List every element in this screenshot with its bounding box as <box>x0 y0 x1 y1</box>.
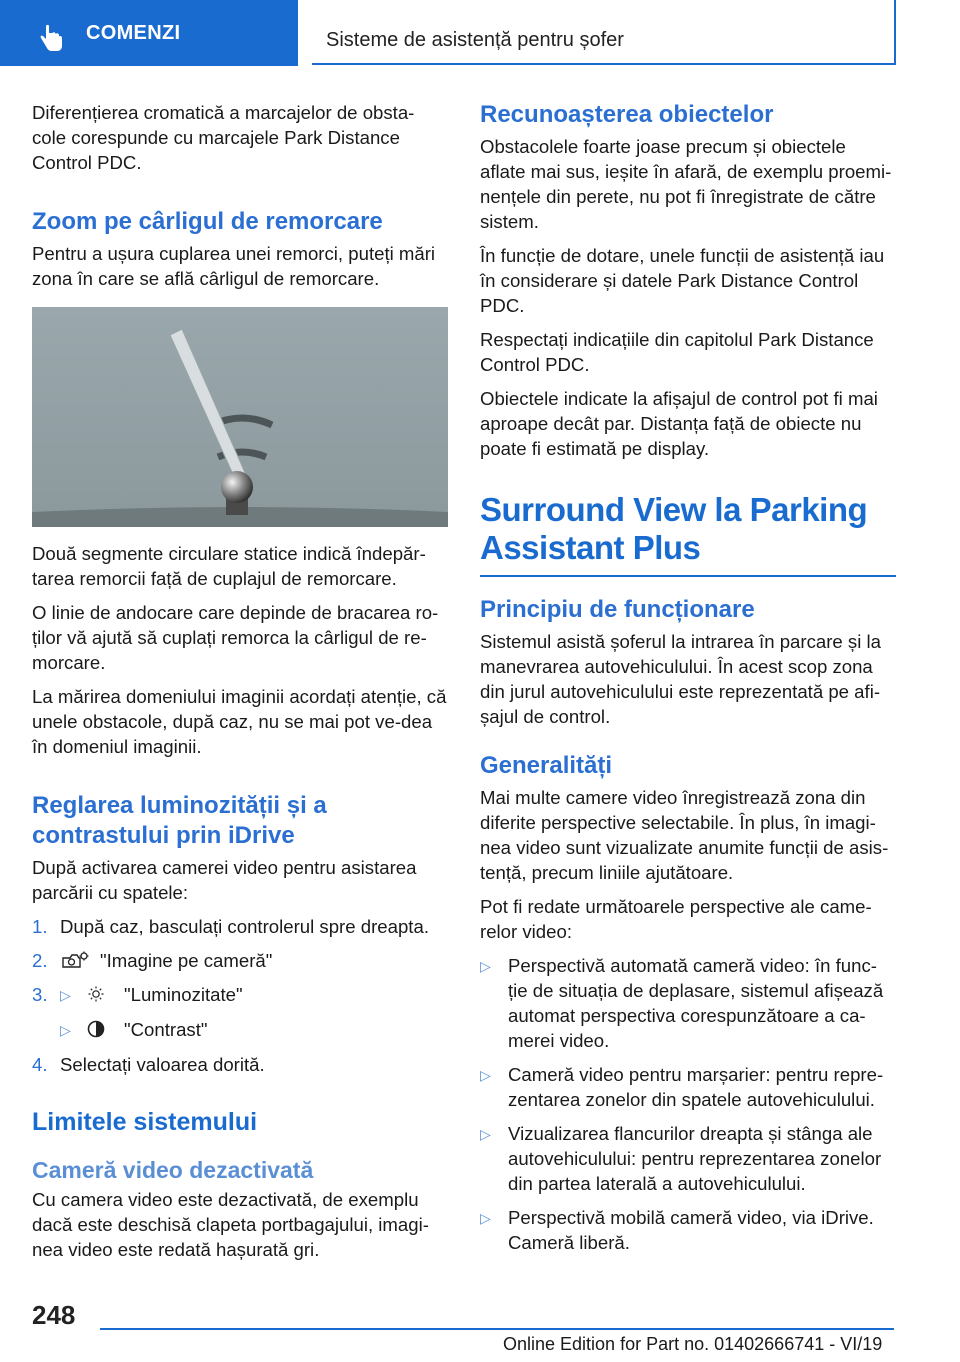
step-4 <box>32 1052 448 1077</box>
chapter-title-tab <box>312 0 896 65</box>
page-number: 248 <box>32 1300 76 1330</box>
limits-heading: Limitele sistemului <box>32 1108 258 1136</box>
step-number: 4. <box>32 1054 48 1075</box>
principle-paragraph: Sistemul asistă șoferul la intrarea în parcare și la manevrarea autovehiculului. În acest scop zona din jurul autovehiculului este reprezentată pe afi-șajul de control. <box>480 631 881 727</box>
figure-paragraph-3: La mărirea domeniului imaginii acordați atenție, că unele obstacole, după caz, nu se mai pot ve-dea în domeniul imaginii. <box>32 686 447 757</box>
footer-edition: Online Edition for Part no. 01402666741 - VI/19 <box>503 1334 883 1354</box>
triangle-bullet-icon: ▷ <box>480 1067 491 1083</box>
section-tab-label: COMENZI <box>86 22 181 44</box>
intro-paragraph: Diferențierea cromatică a marcajelor de obsta-cole corespunde cu marcajele Park Distance Control PDC. <box>32 102 415 173</box>
chapter-title: Sisteme de asistență pentru șofer <box>326 29 624 51</box>
list-item: ▷ Perspectivă automată cameră video: în func-ție de situația de deplasare, sistemul afișează automat perspectiva corespunzătoare a ca-merei video. <box>480 955 884 1051</box>
main-section-heading: Surround View la Parking Assistant Plus <box>480 491 896 577</box>
triangle-bullet-icon: ▷ <box>60 1022 71 1038</box>
section-tab <box>0 0 298 66</box>
right-column <box>480 100 896 1264</box>
recognition-heading: Recunoașterea obiectelor <box>480 101 774 128</box>
triangle-bullet-icon: ▷ <box>480 1210 491 1226</box>
step-text: "Luminozitate" <box>124 984 243 1005</box>
camera-settings-icon <box>60 950 90 970</box>
triangle-bullet-icon: ▷ <box>60 987 71 1003</box>
step-number: 1. <box>32 916 48 937</box>
step-2 <box>32 948 448 973</box>
recognition-paragraph-3: Respectați indicațiile din capitolul Park Distance Control PDC. <box>480 329 874 375</box>
figure-paragraph-1: Două segmente circulare statice indică îndepăr-tarea remorcii față de cuplajul de remorcare. <box>32 543 426 589</box>
recognition-paragraph-1: Obstacolele foarte joase precum și obiectele aflate mai sus, ieșite în afară, de exemplu proemi-nențele din perete, nu pot fi înregistrate de către sistem. <box>480 136 892 232</box>
zoom-paragraph: Pentru a ușura cuplarea unei remorci, puteți mări zona în care se află cârligul de remorcare. <box>32 243 436 289</box>
step-3 <box>32 982 448 1008</box>
triangle-bullet-icon: ▷ <box>480 958 491 974</box>
trailer-hitch-camera-image <box>32 307 448 527</box>
footer-divider <box>100 1328 894 1330</box>
camera-off-paragraph: Cu camera video este dezactivată, de exemplu dacă este deschisă clapeta portbagajului, imagi-nea video este redată hașurată gri. <box>32 1189 429 1260</box>
step-1 <box>32 914 448 939</box>
brightness-heading: Reglarea luminozității și a contrastului prin iDrive <box>32 792 327 849</box>
step-number: 2. <box>32 950 48 971</box>
general-paragraph-1: Mai multe camere video înregistrează zona din diferite perspective selectabile. În plus, în imagi-nea video sunt vizualizate anumite funcții de asis-tență, precum liniile ajutătoare. <box>480 787 889 883</box>
page-header <box>0 0 960 66</box>
brightness-intro: După activarea camerei video pentru asistarea parcării cu spatele: <box>32 857 417 903</box>
figure-paragraph-2: O linie de andocare care depinde de bracarea ro-ților vă ajută să cuplați remorca la cârligul de re-morcare. <box>32 602 439 673</box>
list-item: ▷ Vizualizarea flancurilor dreapta și stânga ale autovehiculului: pentru reprezentarea zonelor din partea laterală a autovehiculului. <box>480 1123 882 1194</box>
list-item: ▷ Cameră video pentru marșarier: pentru repre-zentarea zonelor din spatele autovehiculului. <box>480 1064 884 1110</box>
step-text: "Contrast" <box>124 1019 208 1040</box>
general-paragraph-2: Pot fi redate următoarele perspective ale came-relor video: <box>480 896 872 942</box>
brightness-icon <box>84 984 114 1004</box>
list-item: ▷ Perspectivă mobilă cameră video, via iDrive. Cameră liberă. <box>480 1207 874 1253</box>
step-text: "Imagine pe cameră" <box>100 950 273 971</box>
contrast-icon <box>84 1019 114 1039</box>
general-heading: Generalități <box>480 752 613 779</box>
left-column <box>32 100 448 1271</box>
hand-pointer-icon <box>38 24 64 52</box>
recognition-paragraph-4: Obiectele indicate la afișajul de control pot fi mai aproape decât par. Distanța față de obiecte nu poate fi estimată pe display. <box>480 388 878 459</box>
camera-off-heading: Cameră video dezactivată <box>32 1157 314 1183</box>
recognition-paragraph-2: În funcție de dotare, unele funcții de asistență iau în considerare și datele Park Distance Control PDC. <box>480 245 885 316</box>
triangle-bullet-icon: ▷ <box>480 1126 491 1142</box>
step-3-sub <box>60 1017 448 1043</box>
principle-heading: Principiu de funcționare <box>480 596 755 623</box>
step-number: 3. <box>32 984 48 1005</box>
zoom-heading: Zoom pe cârligul de remorcare <box>32 208 383 235</box>
step-text: Selectați valoarea dorită. <box>60 1054 265 1075</box>
step-text: După caz, basculați controlerul spre dreapta. <box>60 916 429 937</box>
